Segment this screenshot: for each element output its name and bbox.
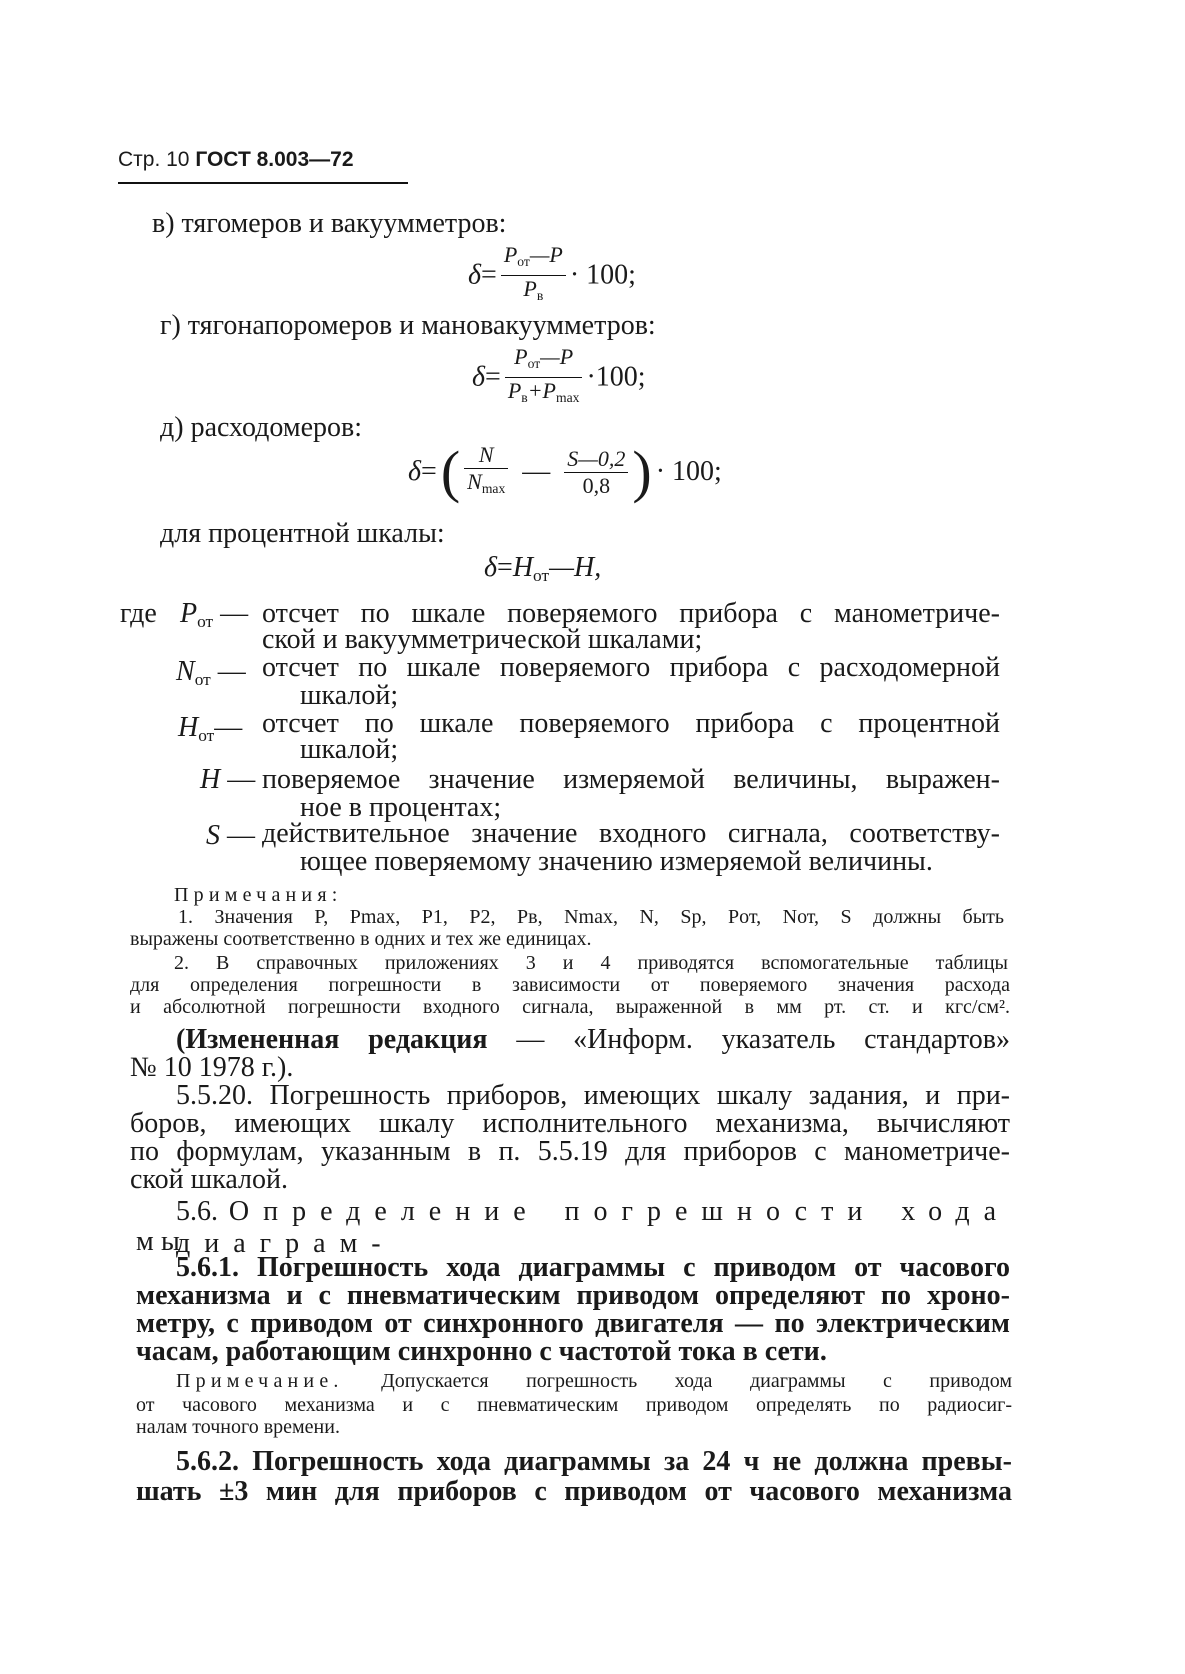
note2-line1: Примечание. Допускается погрешность хода диаграммы с приводом bbox=[176, 1370, 1013, 1392]
p561-line2: механизма и с пневматическим приводом определяют по хроно- bbox=[136, 1280, 1010, 1311]
item-g: г) тягонапоромеров и мановакуумметров: bbox=[160, 310, 656, 341]
note-2-line2: для определения погрешности в зависимости от поверяемого значения расхода bbox=[130, 974, 1010, 996]
edition-line1: (Измененная редакция — «Информ. указатель стандартов» bbox=[176, 1024, 1010, 1055]
def-h-ot-symbol: $H_{от}—$ bbox=[178, 712, 243, 746]
formula-3-fraction-a: $\frac{N}{N_{max}}$ bbox=[464, 442, 508, 502]
def-h-line2: ное в процентах; bbox=[300, 792, 502, 823]
edition-line2: № 10 1978 г.). bbox=[130, 1052, 294, 1083]
formula-2-delta: δ bbox=[472, 361, 486, 393]
p561-line3: метру, с приводом от синхронного двигателя — по электрическим bbox=[136, 1308, 1010, 1339]
def-h-ot-line2: шкалой; bbox=[300, 734, 399, 765]
def-s-line1: действительное значение входного сигнала, соответству- bbox=[262, 818, 1000, 849]
def-h-line1: поверяемое значение измеряемой величины, выражен- bbox=[262, 764, 1000, 795]
formula-3-delta: δ bbox=[408, 456, 422, 488]
page-label: Стр. 10 bbox=[118, 148, 190, 171]
note2-line3: налам точного времени. bbox=[136, 1416, 340, 1438]
def-p-ot-line2: ской и вакуумметрической шкалами; bbox=[262, 624, 703, 655]
formula-2-fraction: $\frac{P_{от}—P}{P_в+P_{max}}$ bbox=[505, 344, 583, 411]
def-n-ot-line1: отсчет по шкале поверяемого прибора с расходомерной bbox=[262, 652, 1000, 683]
p561-line4: часам, работающим синхронно с частотой тока в сети. bbox=[136, 1336, 827, 1367]
def-n-ot-line2: шкалой; bbox=[300, 680, 399, 711]
formula-2: δ= $\frac{P_{от}—P}{P_в+P_{max}}$ ·100; bbox=[472, 344, 646, 411]
def-h-ot-line1: отсчет по шкале поверяемого прибора с процентной bbox=[262, 708, 1000, 739]
def-s-symbol: S — bbox=[206, 820, 255, 851]
def-s-line2: ющее поверяемому значению измеряемой величины. bbox=[300, 846, 933, 877]
def-h-symbol: H — bbox=[200, 764, 256, 795]
p5520-line4: ской шкалой. bbox=[130, 1164, 288, 1195]
definitions-where: где bbox=[120, 598, 157, 629]
p5520-line1: 5.5.20. Погрешность приборов, имеющих шкалу задания, и при- bbox=[176, 1080, 1010, 1111]
percent-scale-text: для процентной шкалы: bbox=[160, 518, 445, 549]
notes-title: Примечания: bbox=[174, 884, 343, 906]
formula-1: δ= $\frac{P_{от}—P}{P_в}$ · 100; bbox=[468, 242, 636, 309]
standard-number: ГОСТ 8.003—72 bbox=[195, 148, 354, 171]
note-1-line2: выражены соответственно в одних и тех же единицах. bbox=[130, 928, 592, 950]
section-5-6-heading-line2: мы bbox=[136, 1226, 188, 1257]
def-n-ot-symbol: $N_{от}$ — bbox=[176, 656, 246, 690]
note-2-line3: и абсолютной погрешности входного сигнала, выраженной в мм рт. ст. и кгс/см². bbox=[130, 996, 1010, 1018]
page-header bbox=[118, 148, 354, 172]
p5520-line2: боров, имеющих шкалу исполнительного механизма, вычисляют bbox=[130, 1108, 1010, 1139]
def-p-ot-line1: отсчет по шкале поверяемого прибора с манометриче- bbox=[262, 598, 1000, 629]
item-d: д) расходомеров: bbox=[160, 412, 363, 443]
note-1-line1: 1. Значения P, Pmax, P1, P2, Pв, Nmax, N, Sр, Pот, Nот, S должны быть bbox=[178, 906, 1004, 928]
formula-4: $\delta=H_{от}—H$, bbox=[484, 552, 602, 586]
note2-line2: от часового механизма и с пневматическим приводом определять по радиосиг- bbox=[136, 1394, 1012, 1416]
def-p-ot-symbol: $P_{от}$ — bbox=[180, 598, 249, 632]
formula-3: δ= ( $\frac{N}{N_{max}}$ — $\frac{S—0,2}{0,8}$ ) · 100; bbox=[408, 439, 722, 505]
p562-line2: шать ±3 мин для приборов с приводом от часового механизма bbox=[136, 1476, 1012, 1507]
header-rule bbox=[118, 182, 408, 184]
p562-line1: 5.6.2. Погрешность хода диаграммы за 24 ч не должна превы- bbox=[176, 1446, 1012, 1477]
note-2-line1: 2. В справочных приложениях 3 и 4 приводятся вспомогательные таблицы bbox=[174, 952, 1008, 974]
formula-3-fraction-b: $\frac{S—0,2}{0,8}$ bbox=[564, 446, 628, 499]
item-v: в) тягомеров и вакуумметров: bbox=[152, 208, 507, 239]
p561-line1: 5.6.1. Погрешность хода диаграммы с приводом от часового bbox=[176, 1252, 1010, 1283]
formula-1-delta: δ bbox=[468, 259, 482, 291]
p5520-line3: по формулам, указанным в п. 5.5.19 для приборов с манометриче- bbox=[130, 1136, 1010, 1167]
formula-1-fraction: $\frac{P_{от}—P}{P_в}$ bbox=[501, 242, 566, 309]
section-5-6-heading: 5.6. Определение погрешности хода диаграм- bbox=[176, 1196, 1010, 1259]
